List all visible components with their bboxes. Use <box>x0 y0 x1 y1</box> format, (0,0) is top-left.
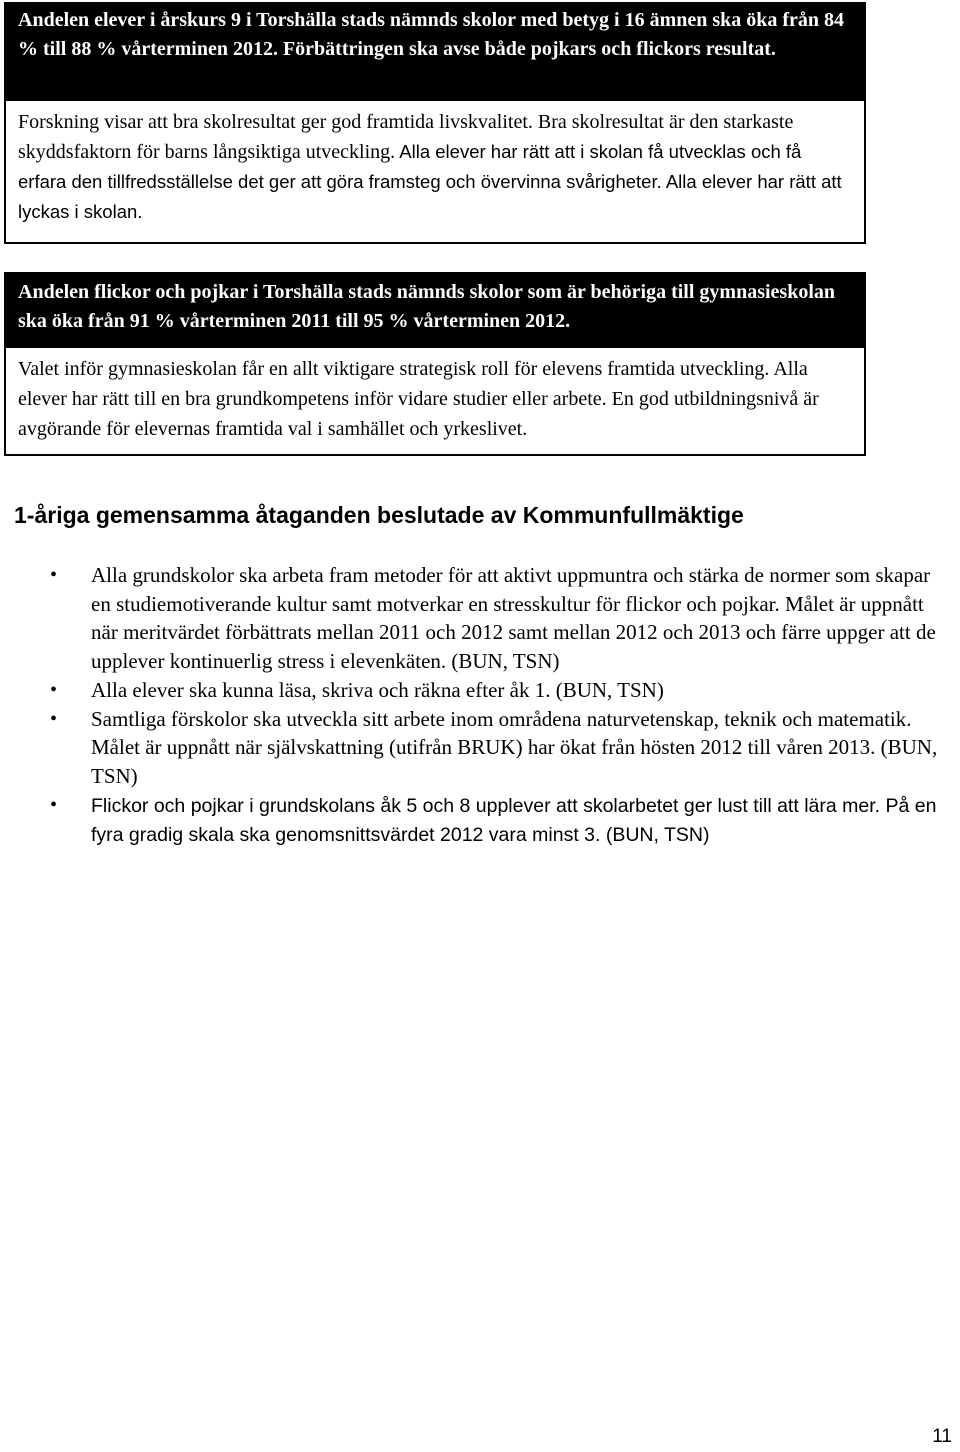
goal-statement: Andelen elever i årskurs 9 i Torshälla stads nämnds skolor med betyg i 16 ämnen ska öka från 84 % till 88 % vårterminen 2012. Förbättringen ska avse både pojkars och flickors resultat. <box>6 4 864 101</box>
list-item-text: Flickor och pojkar i grundskolans åk 5 och 8 upplever att skolarbetet ger lust till att lära mer. På en fyra gradig skala ska genomsnittsvärdet 2012 vara minst 3. (BUN, TSN) <box>91 794 937 847</box>
list-item-text: Samtliga förskolor ska utveckla sitt arbete inom områdena naturvetenskap, teknik och matematik. Målet är uppnått när självskattning (utifrån BRUK) har ökat från hösten 2012 till våren 2013. (BUN, TSN) <box>91 706 938 788</box>
goal-box-grades <box>4 2 866 244</box>
bullet-icon: • <box>50 707 58 730</box>
bullet-icon: • <box>50 793 58 816</box>
commitments-list <box>0 561 960 850</box>
bullet-icon: • <box>50 564 58 586</box>
section-heading: 1-åriga gemensamma åtaganden beslutade av Kommunfullmäktige <box>14 502 744 528</box>
list-item-text: Alla elever ska kunna läsa, skriva och räkna efter åk 1. (BUN, TSN) <box>91 677 664 702</box>
list-item-text: Alla grundskolor ska arbeta fram metoder för att aktivt uppmuntra och stärka de normer som skapar en studiemotiverande kultur samt motverkar en stresskultur för flickor och pojkar. Målet är uppnått när meritvärdet förbättrats mellan 2011 och 2012 samt mellan 2012 och 2013 och färre uppger att de upplever kontinuerlig stress i elevenkäten. (BUN, TSN) <box>91 563 936 674</box>
goal-rationale: Valet inför gymnasieskolan får en allt viktigare strategisk roll för elevens framtida utveckling. Alla elever har rätt till en bra grundkompetens inför vidare studier eller arbete. En god utbildningsnivå är avgörande för elevernas framtida val i samhället och yrkeslivet. <box>18 358 819 440</box>
goal-box-eligibility <box>4 272 866 456</box>
list-item <box>0 705 960 791</box>
rationale-text-sans: Alla elever har rätt att i skolan få utvecklas och få erfara den tillfredsställelse det ger att göra framsteg och övervinna svårigheter. Alla elever har rätt att lyckas i skolan. <box>18 141 842 222</box>
list-item <box>0 676 960 705</box>
rationale-text: Forskning visar att bra skolresultat ger god framtida livskvalitet. Bra skolresultat är den starkaste skyddsfaktorn för barns långsiktiga utveckling. <box>18 111 794 163</box>
list-item <box>0 791 960 850</box>
goal-statement: Andelen flickor och pojkar i Torshälla stads nämnds skolor som är behöriga till gymnasieskolan ska öka från 91 % vårterminen 2011 till 95 % vårterminen 2012. <box>6 274 864 348</box>
goal-rationale <box>6 101 864 227</box>
page-number: 11 <box>932 1426 952 1447</box>
list-item <box>0 561 960 676</box>
bullet-icon: • <box>50 678 58 701</box>
